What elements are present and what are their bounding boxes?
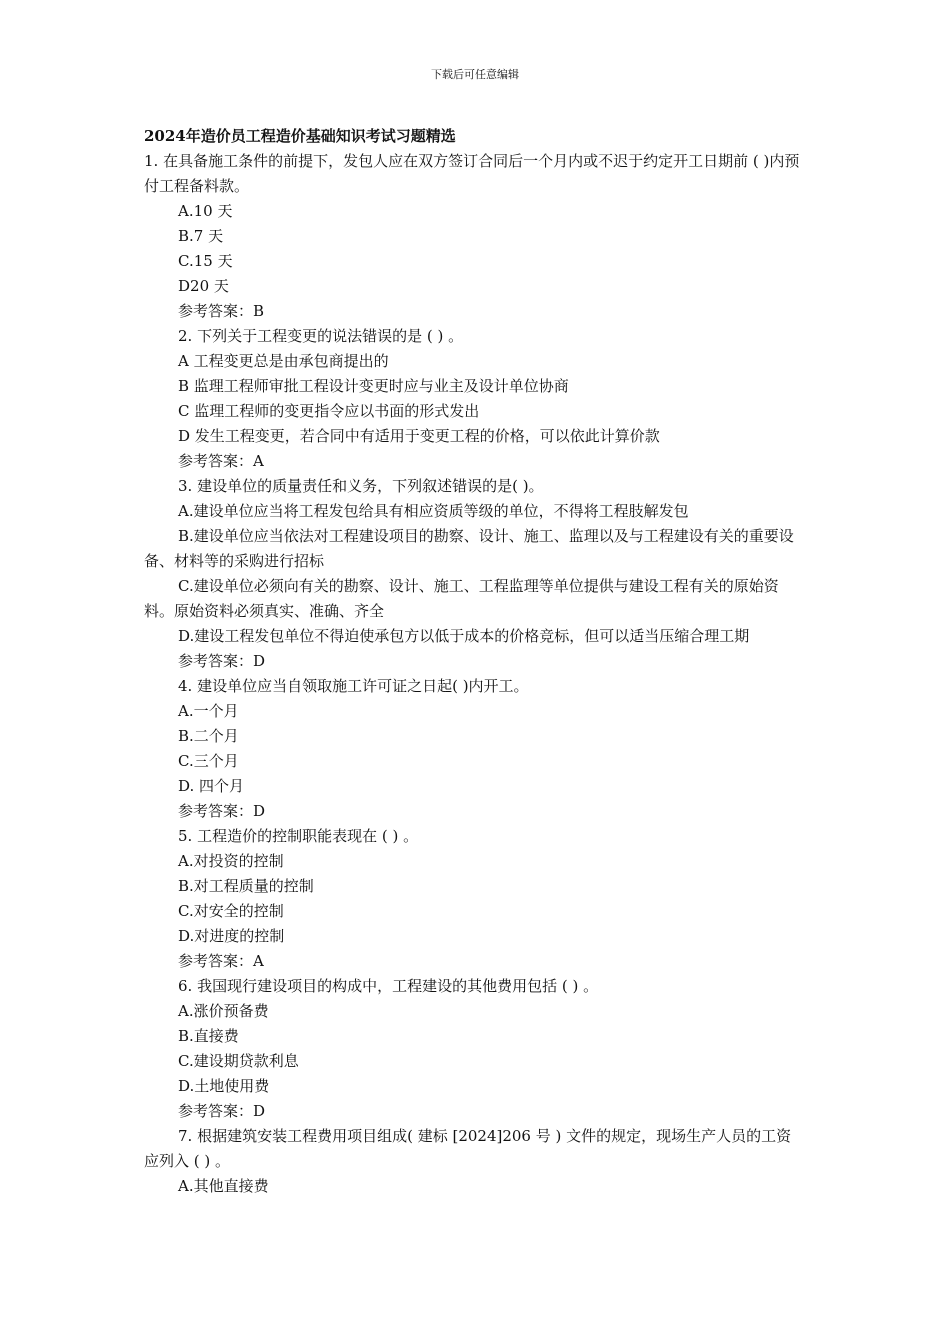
text-line: A.其他直接费	[178, 1177, 269, 1195]
text-line: A 工程变更总是由承包商提出的	[178, 352, 389, 370]
text-line: C.建设单位必须向有关的勘察、设计、施工、工程监理等单位提供与建设工程有关的原始资料。原始资料必须真实、准确、齐全	[144, 577, 779, 620]
text-line: A.涨价预备费	[178, 1002, 269, 1020]
text-line: D. 四个月	[178, 777, 245, 795]
text-line: 参考答案：D	[178, 652, 266, 670]
text-line: C.建设期贷款利息	[178, 1052, 299, 1070]
text-line: 参考答案：A	[178, 452, 264, 470]
text-line: 参考答案：B	[178, 302, 265, 320]
text-line: B.对工程质量的控制	[178, 877, 314, 895]
text-line: D.土地使用费	[178, 1077, 270, 1095]
text-line: 4. 建设单位应当自领取施工许可证之日起( )内开工。	[178, 677, 529, 695]
text-line: 3. 建设单位的质量责任和义务，下列叙述错误的是( )。	[178, 477, 544, 495]
text-line: A.一个月	[178, 702, 239, 720]
text-line: B.二个月	[178, 727, 239, 745]
text-line: D20 天	[178, 277, 229, 295]
text-line: 参考答案：D	[178, 802, 266, 820]
text-line: C.对安全的控制	[178, 902, 284, 920]
text-line: C 监理工程师的变更指令应以书面的形式发出	[178, 402, 480, 420]
text-line: D.对进度的控制	[178, 927, 285, 945]
document-title: 2024年造价员工程造价基础知识考试习题精选	[144, 127, 456, 145]
text-line: D 发生工程变更，若合同中有适用于变更工程的价格，可以依此计算价款	[178, 427, 660, 445]
text-line: C.三个月	[178, 752, 239, 770]
text-line: 1. 在具备施工条件的前提下，发包人应在双方签订合同后一个月内或不迟于约定开工日期前 ( )内预付工程备料款。	[144, 152, 800, 195]
text-line: B 监理工程师审批工程设计变更时应与业主及设计单位协商	[178, 377, 569, 395]
text-line: A.10 天	[178, 202, 233, 220]
text-line: 2. 下列关于工程变更的说法错误的是 ( ) 。	[178, 327, 464, 345]
text-line: 7. 根据建筑安装工程费用项目组成( 建标 [2024]206 号 ) 文件的规定，现场生产人员的工资应列入 ( ) 。	[144, 1127, 792, 1170]
text-line: 参考答案：D	[178, 1102, 266, 1120]
text-line: B.直接费	[178, 1027, 239, 1045]
text-line: C.15 天	[178, 252, 233, 270]
text-line: 5. 工程造价的控制职能表现在 ( ) 。	[178, 827, 419, 845]
text-line: D.建设工程发包单位不得迫使承包方以低于成本的价格竞标，但可以适当压缩合理工期	[178, 627, 750, 645]
page-header-note: 下载后可任意编辑	[431, 68, 519, 81]
text-line: B.建设单位应当依法对工程建设项目的勘察、设计、施工、监理以及与工程建设有关的重要设备、材料等的采购进行招标	[144, 527, 794, 570]
document-body	[144, 124, 806, 1199]
text-line: 6. 我国现行建设项目的构成中，工程建设的其他费用包括 ( ) 。	[178, 977, 599, 995]
text-line: A.对投资的控制	[178, 852, 284, 870]
question-list	[144, 149, 806, 1199]
text-line: B.7 天	[178, 227, 224, 245]
text-line: 参考答案：A	[178, 952, 264, 970]
text-line: A.建设单位应当将工程发包给具有相应资质等级的单位，不得将工程肢解发包	[178, 502, 689, 520]
